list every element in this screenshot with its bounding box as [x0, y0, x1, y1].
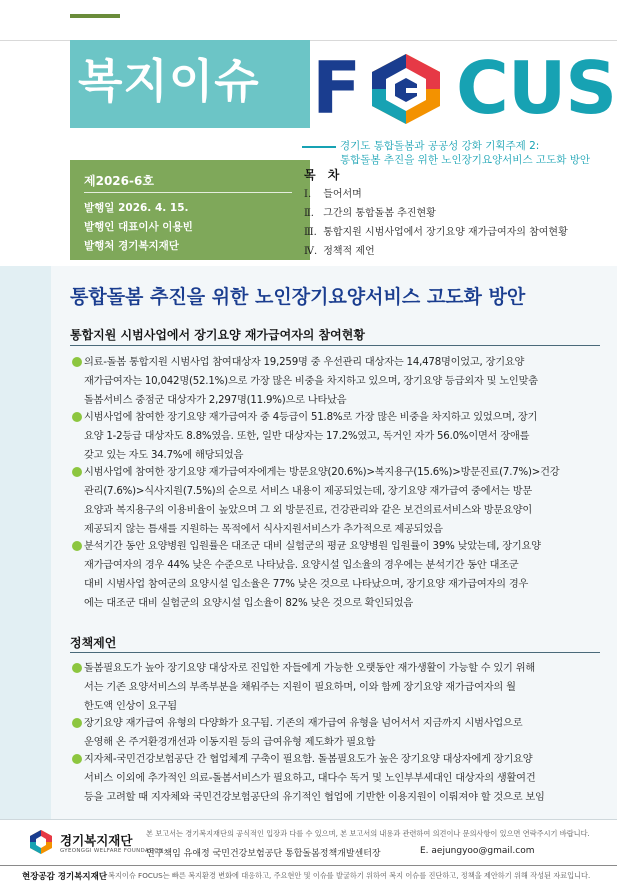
foundation-logo-icon — [28, 829, 54, 855]
paragraph-line: 제공되지 않는 틈새를 지원하는 목적에서 식사지원서비스가 추가적으로 제공되었음 — [84, 524, 443, 535]
topic-line-1: 경기도 통합돌봄과 공공성 강화 기획주제 2: — [340, 140, 540, 152]
bullet-icon — [72, 541, 82, 551]
bullet-icon — [72, 718, 82, 728]
toc-item — [304, 242, 375, 257]
paragraph-line: 서비스 이외에 추가적인 의료-돌봄서비스가 필요하고, 대다수 독거 및 노인부부세대인 대상자의 생활여건 — [84, 773, 536, 784]
toc-item-text: 들어서며 — [323, 189, 362, 200]
paragraph-line: 시범사업에 참여한 장기요양 재가급여자 중 4등급이 51.8%로 가장 많은 비중을 차지하고 있었으며, 장기 — [84, 412, 538, 423]
main-title: 통합돌봄 추진을 위한 노인장기요양서비스 고도화 방안 — [70, 286, 526, 308]
paragraph-line: 장기요양 재가급여 유형의 다양화가 요구됨. 기존의 재가급여 유형을 넘어서서 지금까지 시범사업으로 — [84, 718, 523, 729]
section-rule — [70, 345, 600, 346]
toc-item — [304, 204, 436, 219]
paragraph-line: 의료-돌봄 통합지원 시범사업 참여대상자 19,259명 중 우선관리 대상자는 14,478명이었고, 장기요양 — [84, 357, 525, 368]
footer-top-rule — [0, 819, 617, 820]
paragraph-line: 돌봄서비스 중점군 대상자가 2,297명(11.9%)으로 나타났음 — [84, 395, 347, 406]
topic-rule — [302, 146, 336, 148]
paragraph-line: 시범사업에 참여한 장기요양 재가급여자에게는 방문요양(20.6%)>복지용구(15.6%)>방문진료(7.7%)>건강 — [84, 467, 560, 478]
accent-bar — [70, 14, 120, 18]
topic-line-2: 통합돌봄 추진을 위한 노인장기요양서비스 고도화 방안 — [340, 154, 590, 166]
footer-rule — [0, 865, 617, 866]
paragraph-line: 에는 대조군 대비 실험군의 요양시설 입소율이 82% 낮은 것으로 확인되었음 — [84, 598, 413, 609]
publish-date: 발행일 2026. 4. 15. — [84, 202, 189, 214]
toc-item-number: Ⅲ. — [304, 227, 317, 238]
bullet-icon — [72, 663, 82, 673]
paragraph-line: 서는 기존 요양서비스의 부족부분을 채워주는 지원이 필요하며, 이와 함께 장기요양 재가급여자의 월 — [84, 682, 516, 693]
paragraph-line: 운영해 온 주거환경개선과 이동지원 등의 급여유형 제도화가 필요함 — [84, 737, 376, 748]
series-title: 복지이슈 — [78, 54, 260, 108]
paragraph-line: 등을 고려할 때 지자체와 국민건강보험공단의 유기적인 협업에 기반한 이용지원이 이뤄져야 할 것으로 보임 — [84, 792, 545, 803]
paragraph-line: 재가급여자는 10,042명(52.1%)으로 가장 많은 비중을 차지하고 있으며, 장기요양 등급외자 및 노인맞춤 — [84, 376, 538, 387]
paragraph-line: 대비 시범사업 참여군의 요양시설 입소율은 77% 낮은 것으로 나타났으며, 장기요양 재가급여자의 경우 — [84, 579, 529, 590]
contact-email[interactable]: E. aejungyoo@gmail.com — [420, 846, 535, 856]
section-heading: 통합지원 시범사업에서 장기요양 재가급여자의 참여현황 — [70, 328, 365, 342]
issue-number: 제2026-6호 — [84, 174, 154, 188]
issue-divider — [84, 192, 292, 193]
toc-item-text: 정책적 제언 — [323, 246, 375, 257]
toc-title: 목 차 — [304, 168, 344, 182]
toc-item-number: Ⅱ. — [304, 208, 314, 219]
paragraph-line: 관리(7.6%)>식사지원(7.5%)의 순으로 서비스 내용이 제공되었는데, 장기요양 재가급여 중에서는 방문 — [84, 486, 533, 497]
main-content — [0, 266, 617, 819]
paragraph-line: 요양과 복지용구의 이용비율이 높았으며 그 외 방문진료, 건강관리와 같은 보건의료서비스와 방문요양이 — [84, 505, 532, 516]
toc-item-number: Ⅰ. — [304, 189, 312, 200]
disclaimer: 본 보고서는 경기복지재단의 공식적인 입장과 다를 수 있으며, 본 보고서의 내용과 관련하여 의견이나 문의사항이 있으면 연락주시기 바랍니다. — [146, 829, 590, 838]
paragraph-line: 분석기간 동안 요양병원 입원률은 대조군 대비 실험군의 평균 요양병원 입원률이 39% 낮았는데, 장기요양 — [84, 541, 541, 552]
paragraph-line: 돌봄필요도가 높아 장기요양 대상자로 진입한 자들에게 가능한 오랫동안 재가생활이 가능할 수 있기 위해 — [84, 663, 536, 674]
toc-item — [304, 223, 568, 238]
bullet-icon — [72, 467, 82, 477]
bullet-icon — [72, 412, 82, 422]
foundation-name: 경기복지재단 — [60, 833, 133, 848]
toc-item-number: Ⅳ. — [304, 246, 318, 257]
report-header — [0, 0, 617, 266]
bullet-icon — [72, 357, 82, 367]
paragraph-line: 갖고 있는 자도 34.7%에 해당되었음 — [84, 450, 244, 461]
publisher: 발행인 대표이사 이용빈 — [84, 221, 193, 233]
focus-logo-cus: CUS — [456, 46, 617, 130]
focus-logo-f: F — [312, 46, 361, 130]
toc-item-text: 통합지원 시범사업에서 장기요양 재가급여자의 참여현황 — [323, 227, 568, 238]
section-heading: 정책제언 — [70, 636, 117, 650]
toc-item — [304, 185, 362, 200]
paragraph-line: 한도액 인상이 요구됨 — [84, 701, 177, 712]
section-rule — [70, 652, 600, 653]
focus-logo — [312, 46, 617, 130]
issuer: 발행처 경기복지재단 — [84, 240, 179, 252]
footer-description: 복지이슈 FOCUS는 빠른 복지환경 변화에 대응하고, 주요현안 및 이슈를 발굴하기 위하여 복지 이슈를 진단하고, 정책을 제안하기 위해 작성된 자료입니다. — [108, 871, 591, 880]
report-footer — [0, 819, 617, 889]
paragraph-line: 지자체-국민건강보험공단 간 협업체계 구축이 필요함. 돌봄필요도가 높은 장기요양 대상자에게 장기요양 — [84, 754, 533, 765]
research-lead: 연구책임 유애정 국민건강보험공단 통합돌봄정책개발센터장 — [146, 849, 381, 859]
paragraph-line: 요양 1-2등급 대상자도 8.8%였음. 또한, 일반 대상자는 17.2%였고, 독거인 자가 56.0%이면서 장애를 — [84, 431, 530, 442]
bullet-icon — [72, 754, 82, 764]
toc-item-text: 그간의 통합돌봄 추진현황 — [323, 208, 436, 219]
foundation-name-en: GYEONGGI WELFARE FOUNDATION — [60, 848, 164, 854]
focus-hexagon-icon — [368, 52, 444, 124]
footer-brand: 현장공감 경기복지재단 — [22, 872, 108, 882]
paragraph-line: 재가급여자의 경우 44% 낮은 수준으로 나타났음. 요양시설 입소율의 경우에는 분석기간 동안 대조군 — [84, 560, 519, 571]
